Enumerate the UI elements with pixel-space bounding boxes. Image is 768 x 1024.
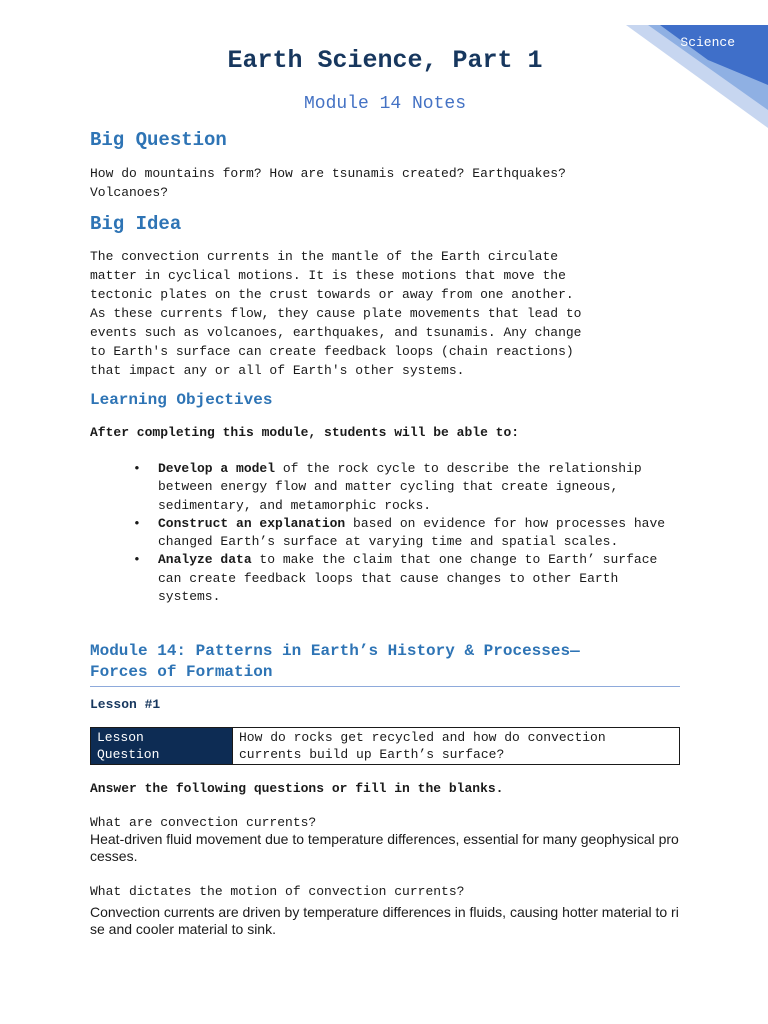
big-idea-heading: Big Idea (90, 213, 182, 235)
question-1: What are convection currents? (90, 815, 317, 830)
objective-bold: Develop a model (158, 461, 276, 476)
lesson-question-table (90, 727, 680, 765)
bullet-icon: • (133, 461, 141, 476)
module-heading: Module 14: Patterns in Earth’s History & Processes— Forces of Formation (90, 642, 580, 681)
objective-text: based on evidence for how processes have changed Earth’s surface at varying time and spatial scales. (158, 515, 666, 550)
learning-objectives-intro: After completing this module, students will be able to: (90, 425, 520, 440)
objective-text: of the rock cycle to describe the relationship between energy flow and matter cycling that create igneous, sedimentary, and metamorphic rocks. (158, 461, 642, 513)
lesson-question-text: How do rocks get recycled and how do convection currents build up Earth’s surface? (239, 730, 606, 762)
big-idea-text: The convection currents in the mantle of the Earth circulate matter in cyclical motions. It is these motions that move the tectonic plates on the crust towards or away from one another. As these currents flow, they cause plate movements that lead to events such as volcanoes, earthquakes, and tsunamis. Any change to Earth's surface can create feedback loops (chain reactions) that impact any or all of Earth's other systems. (90, 249, 582, 378)
objective-item (130, 460, 670, 515)
instructions-text: Answer the following questions or fill in the blanks. (90, 781, 504, 796)
page-subtitle: Module 14 Notes (303, 94, 467, 114)
objective-item (130, 515, 670, 552)
bullet-icon: • (133, 552, 141, 568)
objective-item (130, 551, 670, 606)
bullet-icon: • (133, 515, 141, 531)
lesson-label: Lesson #1 (90, 697, 161, 712)
objective-bold: Construct an explanation (158, 515, 346, 531)
learning-objectives-heading: Learning Objectives (90, 391, 273, 409)
question-2: What dictates the motion of convection currents? (90, 884, 465, 899)
lesson-question-label: Lesson Question (91, 728, 233, 764)
objectives-list (130, 460, 670, 606)
big-question-heading: Big Question (90, 129, 227, 151)
science-label: Science (680, 35, 735, 50)
answer-1[interactable]: Heat-driven fluid movement due to temperature differences, essential for many geophysical processes. (90, 831, 679, 864)
page-title: Earth Science, Part 1 (227, 46, 543, 75)
section-divider (90, 686, 680, 687)
big-question-text: How do mountains form? How are tsunamis created? Earthquakes? Volcanoes? (90, 166, 566, 200)
objective-bold: Analyze data (158, 552, 252, 568)
answer-2[interactable]: Convection currents are driven by temperature differences in fluids, causing hotter material to rise and cooler material to sink. (90, 904, 679, 937)
objective-text: to make the claim that one change to Earth’ surface can create feedback loops that cause changes to other Earth systems. (158, 552, 658, 605)
